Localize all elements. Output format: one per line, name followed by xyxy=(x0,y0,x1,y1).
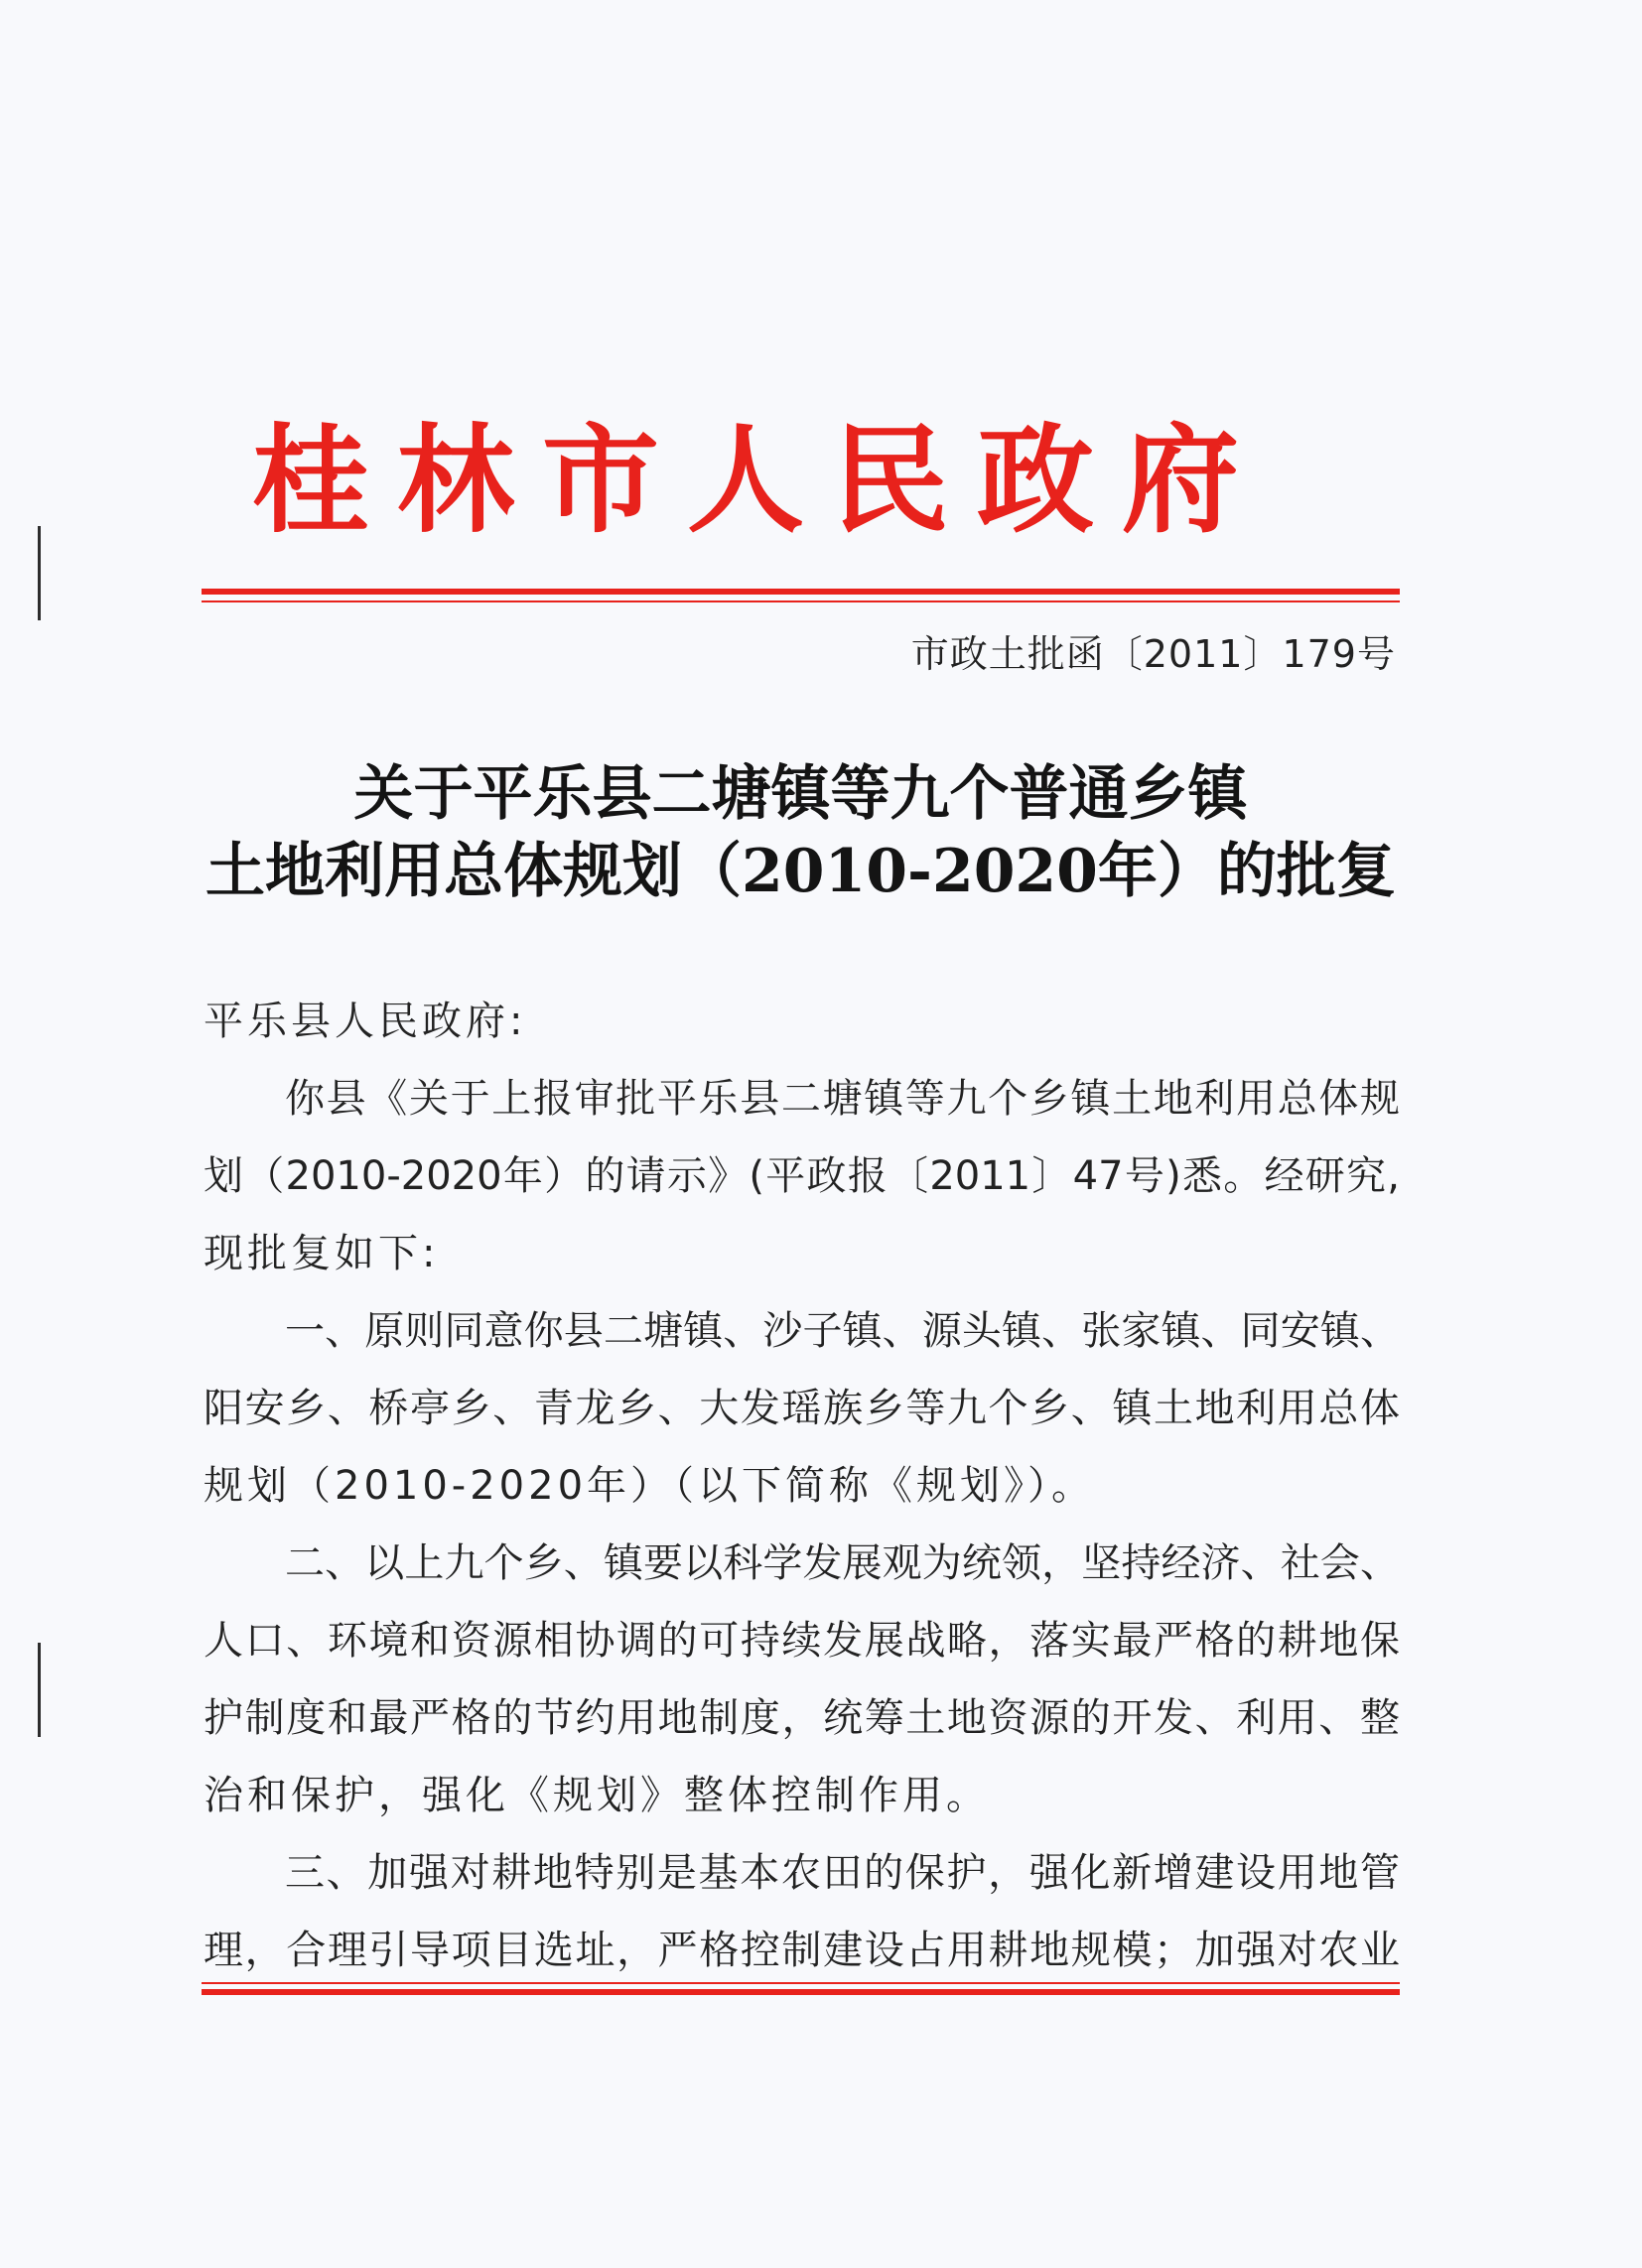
document-body xyxy=(204,983,1400,1989)
red-rule-bottom-thick xyxy=(202,1989,1400,1995)
document-title-line-1: 关于平乐县二塘镇等九个普通乡镇 xyxy=(353,759,1248,829)
body-line: 现批复如下: xyxy=(204,1231,440,1276)
body-line: 你县《关于上报审批平乐县二塘镇等九个乡镇土地利用总体规 xyxy=(285,1076,1400,1122)
red-rule-top-thick xyxy=(202,589,1400,595)
red-rule-top-thin xyxy=(202,600,1400,602)
body-line: 一、原则同意你县二塘镇、沙子镇、源头镇、张家镇、同安镇、 xyxy=(285,1308,1400,1354)
body-line: 护制度和最严格的节约用地制度，统筹土地资源的开发、利用、整 xyxy=(204,1695,1400,1741)
body-line: 规划（2010-2020年）（以下简称《规划》）。 xyxy=(204,1463,1096,1509)
document-title-line-2: 土地利用总体规划（2010-2020年）的批复 xyxy=(205,837,1396,906)
red-rule-bottom-thin xyxy=(202,1982,1400,1984)
salutation: 平乐县人民政府: xyxy=(204,999,527,1044)
binding-mark-bottom xyxy=(38,1643,41,1737)
body-line: 阳安乡、桥亭乡、青龙乡、大发瑶族乡等九个乡、镇土地利用总体 xyxy=(204,1386,1400,1431)
body-line: 三、加强对耕地特别是基本农田的保护，强化新增建设用地管 xyxy=(285,1850,1400,1896)
body-line: 理，合理引导项目选址，严格控制建设占用耕地规模；加强对农业 xyxy=(204,1928,1400,1973)
body-line: 人口、环境和资源相协调的可持续发展战略，落实最严格的耕地保 xyxy=(204,1618,1400,1664)
body-line: 二、以上九个乡、镇要以科学发展观为统领，坚持经济、社会、 xyxy=(285,1540,1400,1586)
body-line: 划（2010-2020年）的请示》(平政报〔2011〕47号)悉。经研究, xyxy=(204,1153,1400,1199)
binding-mark-top xyxy=(38,526,41,620)
body-line: 治和保护，强化《规划》整体控制作用。 xyxy=(204,1773,990,1818)
document-number: 市政土批函〔2011〕179号 xyxy=(910,632,1396,676)
issuer-header: 桂林市人民政府 xyxy=(251,411,1267,549)
